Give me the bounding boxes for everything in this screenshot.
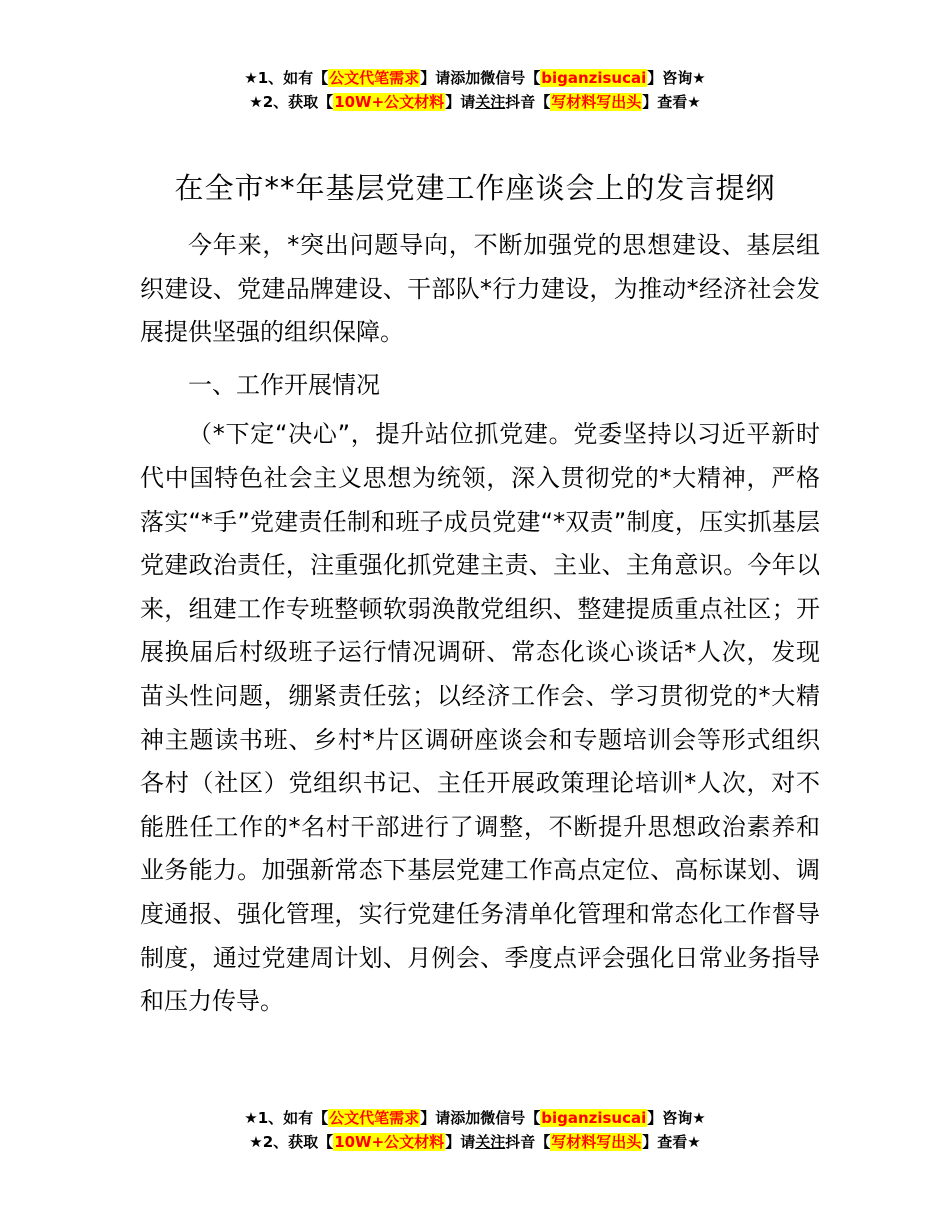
promo-underlined-text: 关注 — [475, 1133, 506, 1151]
promo-text: 】请添加微信号【 — [420, 1109, 541, 1127]
promo-text: ★1、如有【 — [244, 1109, 329, 1127]
promo-text: 】咨询★ — [647, 1109, 706, 1127]
wechat-id-highlight: biganzisucai — [541, 1109, 647, 1127]
intro-paragraph: 今年来，*突出问题导向，不断加强党的思想建设、基层组织建设、党建品牌建设、干部队*行力建设，为推动*经济社会发展提供坚强的组织保障。 — [140, 231, 820, 347]
promo-highlight: 公文代笔需求 — [329, 1109, 420, 1127]
promo-highlight: 公文代笔需求 — [329, 69, 420, 87]
promo-line-1 — [0, 1106, 950, 1130]
promo-text: ★2、获取【 — [249, 93, 334, 111]
promo-highlight: 写材料写出头 — [551, 93, 642, 111]
promo-highlight: 10W+公文材料 — [334, 1133, 445, 1151]
promo-text: 】查看★ — [642, 1133, 701, 1151]
promo-line-2 — [0, 90, 950, 114]
section-paragraph: （*下定“决心”，提升站位抓党建。党委坚持以习近平新时代中国特色社会主义思想为统领，深入贯彻党的*大精神，严格落实“*手”党建责任制和班子成员党建“*双责”制度，压实抓基层党建政治责任，注重强化抓党建主责、主业、主角意识。今年以来，组建工作专班整顿软弱涣散党组织、整建提质重点社区；开展换届后村级班子运行情况调研、常态化谈心谈话*人次，发现苗头性问题，绷紧责任弦；以经济工作会、学习贯彻党的*大精神主题读书班、乡村*片区调研座谈会和专题培训会等形式组织各村（社区）党组织书记、主任开展政策理论培训*人次，对不能胜任工作的*名村干部进行了调整，不断提升思想政治素养和业务能力。加强新常态下基层党建工作高点定位、高标谋划、调度通报、强化管理，实行党建任务清单化管理和常态化工作督导制度，通过党建周计划、月例会、季度点评会强化日常业务指导和压力传导。 — [140, 420, 820, 1016]
promo-line-1 — [0, 66, 950, 90]
section-heading: 一、工作开展情况 — [188, 370, 380, 399]
document-title: 在全市**年基层党建工作座谈会上的发言提纲 — [174, 171, 776, 205]
promo-highlight: 10W+公文材料 — [334, 93, 445, 111]
promo-text: 】请 — [445, 93, 476, 111]
promo-text: 抖音【 — [505, 93, 551, 111]
promo-text: 】咨询★ — [647, 69, 706, 87]
promo-underlined-text: 关注 — [475, 93, 506, 111]
promo-text: ★1、如有【 — [244, 69, 329, 87]
wechat-id-highlight: biganzisucai — [541, 69, 647, 87]
promo-text: 】查看★ — [642, 93, 701, 111]
footer-promo — [0, 1106, 950, 1154]
promo-text: 】请添加微信号【 — [420, 69, 541, 87]
promo-highlight: 写材料写出头 — [551, 1133, 642, 1151]
document-body — [140, 224, 820, 1024]
promo-line-2 — [0, 1130, 950, 1154]
promo-text: 抖音【 — [505, 1133, 551, 1151]
promo-text: ★2、获取【 — [249, 1133, 334, 1151]
header-promo — [0, 66, 950, 114]
promo-text: 】请 — [445, 1133, 476, 1151]
